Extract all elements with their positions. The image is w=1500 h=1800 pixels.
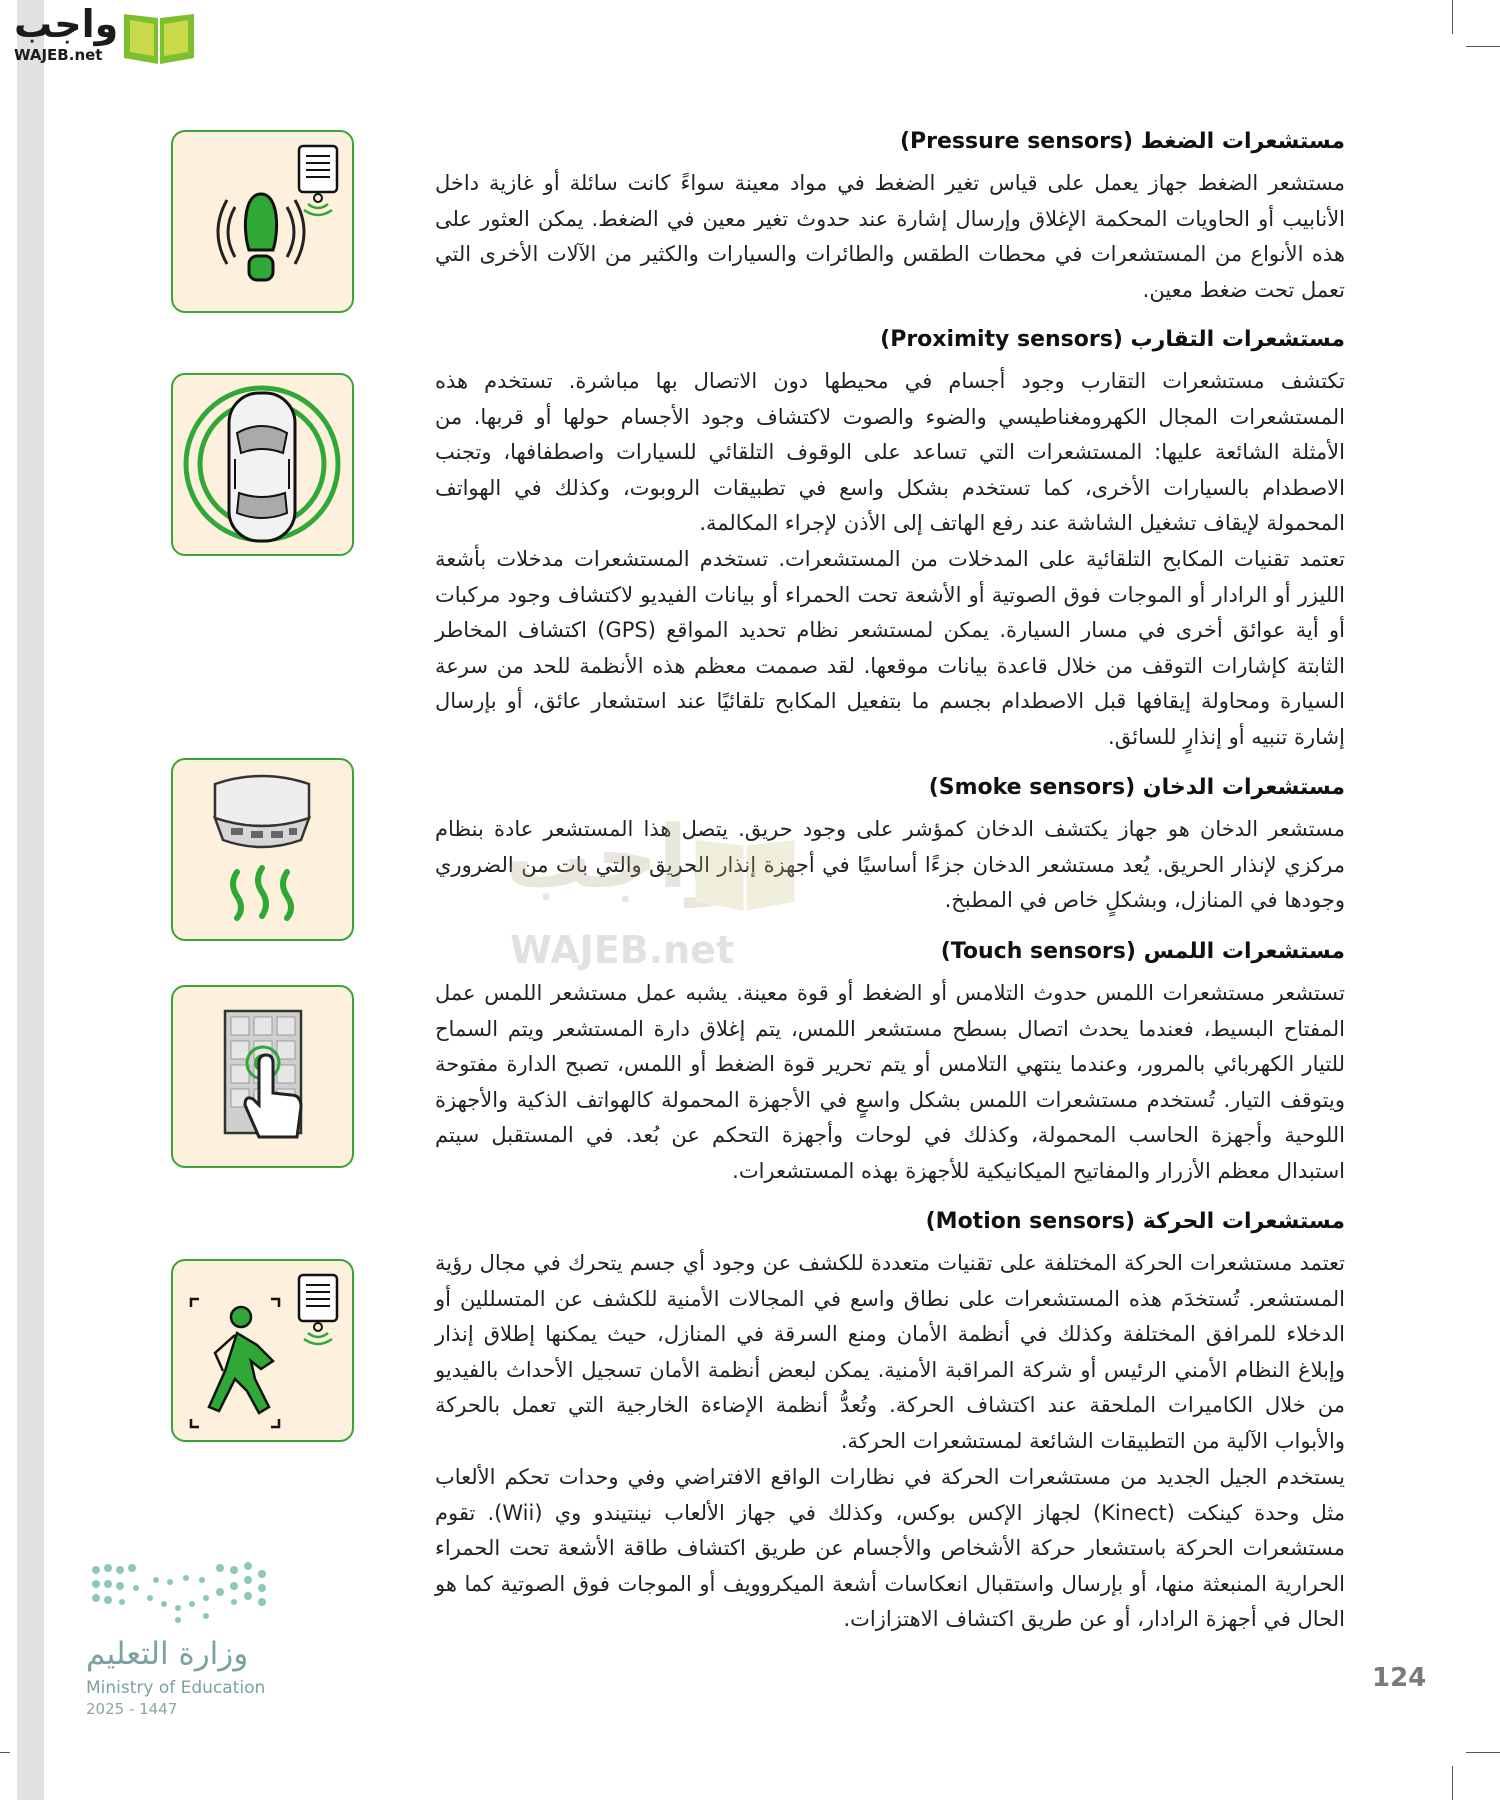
section-paragraph-proximity-1: تكتشف مستشعرات التقارب وجود أجسام في محيطها دون الاتصال بها مباشرة. تستخدم هذه المستشعرات المجال الكهرومغناطيسي والضوء والصوت لاكتشاف وجود الأجسام حولها أو قربها. من الأمثلة الشائعة عليها: المستشعرات التي تساعد على الوقوف التلقائي للسيارات واصطفافها، وتجنب الاصطدام بالسيارات الأخرى، كما تستخدم بشكل واسع في تطبيقات الروبوت، وكذلك في الهواتف المحمولة لإيقاف تشغيل الشاشة عند رفع الهاتف إلى الأذن لإجراء المكالمة. (435, 369, 1345, 535)
logo-latin-text: WAJEB.net (14, 46, 103, 64)
crop-mark (1452, 0, 1453, 34)
section-paragraph-touch: تستشعر مستشعرات اللمس حدوث التلامس أو الضغط أو قوة معينة. يشبه عمل مستشعر اللمس عمل المفتاح البسيط، فعندما يحدث اتصال بسطح مستشعر اللمس، يتم إغلاق دارة المستشعر ويتم السماح للتيار الكهربائي بالمرور، وعندما ينتهي التلامس أو يتم تحرير قوة الضغط أو اللمس، تصبح الدارة مفتوحة ويتوقف التيار. تُستخدم مستشعرات اللمس بشكل واسعٍ في الأجهزة المحمولة كالهواتف الذكية والأجهزة اللوحية وأجهزة الحاسب المحمولة، وكذلك في لوحات وأجهزة التحكم عن بُعد. في المستقبل سيتم استبدال معظم الأزرار والمفاتيح الميكانيكية للأجهزة بهذه المستشعرات. (435, 981, 1345, 1183)
touch-sensor-illustration (171, 985, 354, 1168)
wajeb-logo[interactable] (12, 2, 192, 68)
crop-mark (1466, 1752, 1500, 1753)
section-paragraph-motion-1: تعتمد مستشعرات الحركة المختلفة على تقنيات متعددة للكشف عن وجود أي جسم يتحرك في مجال رؤية المستشعر. تُستخدَم هذه المستشعرات على نطاق واسع في المجالات الأمنية للكشف عن المتسللين أو الدخلاء للمرافق المختلفة وكذلك في أنظمة الأمان ومنع السرقة في المنازل، حيث يمكنها إطلاق إنذار وإبلاغ النظام الأمني الرئيس أو شركة المراقبة الأمنية. يمكن لبعض أنظمة الأمان تسجيل الأحداث بالفيديو من خلال الكاميرات الملحقة عند اكتشاف الحركة. وتُعدُّ أنظمة الإضاءة الخارجية التي تعمل بالحركة والأبواب الآلية من التطبيقات الشائعة لمستشعرات الحركة. (435, 1251, 1345, 1453)
motion-sensor-illustration (171, 1259, 354, 1442)
ministry-year: 2025 - 1447 (86, 1700, 178, 1718)
section-heading-touch: مستشعرات اللمس (Touch sensors) (940, 939, 1345, 964)
proximity-sensor-illustration (171, 373, 354, 556)
smoke-detector-icon (173, 760, 352, 939)
footstep-pressure-icon (173, 132, 352, 311)
walking-person-motion-icon (173, 1261, 352, 1440)
smoke-sensor-illustration (171, 758, 354, 941)
crop-mark (1452, 1766, 1453, 1800)
logo-arabic-text: واجب (14, 2, 119, 46)
section-paragraph-proximity-2: تعتمد تقنيات المكابح التلقائية على المدخلات من المستشعرات. تستخدم المستشعرات مدخلات بأشعة الليزر أو الرادار أو الموجات فوق الصوتية أو الأشعة تحت الحمراء أو بيانات الفيديو لاكتشاف وجود مركبات أو أية عوائق أخرى في مسار السيارة. يمكن لمستشعر نظام تحديد المواقع (GPS) اكتشاف المخاطر الثابتة كإشارات التوقف من خلال قاعدة بيانات موقعها. لقد صممت معظم هذه الأنظمة للحد من سرعة السيارة ومحاولة إيقافها قبل الاصطدام بجسم ما بتفعيل المكابح تلقائيًا عند استشعار عائق، أو بإرسال إشارة تنبيه أو إنذارٍ للسائق. (435, 547, 1346, 749)
section-heading-pressure: مستشعرات الضغط (Pressure sensors) (899, 129, 1345, 154)
watermark-arabic-text: واجب (505, 808, 741, 908)
page-number: 124 (1372, 1663, 1427, 1693)
section-heading-proximity: مستشعرات التقارب (Proximity sensors) (880, 327, 1345, 352)
ministry-arabic-name: وزارة التعليم (86, 1636, 249, 1672)
section-heading-motion: مستشعرات الحركة (Motion sensors) (925, 1209, 1345, 1234)
book-logo-icon (120, 6, 198, 66)
car-proximity-icon (173, 375, 352, 554)
crop-mark (1466, 46, 1500, 47)
pressure-sensor-illustration (171, 130, 354, 313)
ministry-english-name: Ministry of Education (86, 1678, 266, 1698)
touch-keypad-icon (173, 987, 352, 1166)
section-paragraph-smoke: مستشعر الدخان هو جهاز يكتشف الدخان كمؤشر على وجود حريق. يتصل هذا المستشعر عادة بنظام مركزي لإنذار الحريق. يُعد مستشعر الدخان جزءًا أساسيًا في أجهزة إنذار الحريق والتي بات من الضروري وجودها في المنازل، وبشكلٍ خاص في المطبخ. (435, 817, 1345, 912)
section-paragraph-pressure: مستشعر الضغط جهاز يعمل على قياس تغير الضغط في مواد معينة سواءً كانت سائلة أو غازية داخل الأنابيب أو الحاويات المحكمة الإغلاق وإرسال إشارة عند حدوث تغير معين في الضغط. يمكن العثور على هذه الأنواع من المستشعرات في محطات الطقس والطائرات والسيارات والكثير من الآلات الأخرى التي تعمل تحت ضغط معين. (435, 171, 1345, 302)
watermark-latin-text: WAJEB.net (510, 928, 735, 972)
section-paragraph-motion-2: يستخدم الجيل الجديد من مستشعرات الحركة في نظارات الواقع الافتراضي وفي وحدات تحكم الألعاب مثل وحدة كينكت (Kinect) لجهاز الإكس بوكس، وكذلك في جهاز الألعاب نينتيندو وي (Wii). تقوم مستشعرات الحركة باستشعار حركة الأشخاص والأجسام عن طريق اكتشاف طاقة الأشعة تحت الحمراء الحرارية المنبعثة منها، أو بإرسال واستقبال انعكاسات أشعة الميكروويف أو الموجات فوق الصوتية كما هو الحال في أجهزة الرادار، أو عن طريق اكتشاف الاهتزازات. (435, 1465, 1345, 1631)
section-heading-smoke: مستشعرات الدخان (Smoke sensors) (928, 775, 1345, 800)
page-side-strip (17, 0, 44, 1800)
crop-mark (0, 1752, 10, 1753)
ministry-dots-logo-icon (86, 1558, 276, 1628)
